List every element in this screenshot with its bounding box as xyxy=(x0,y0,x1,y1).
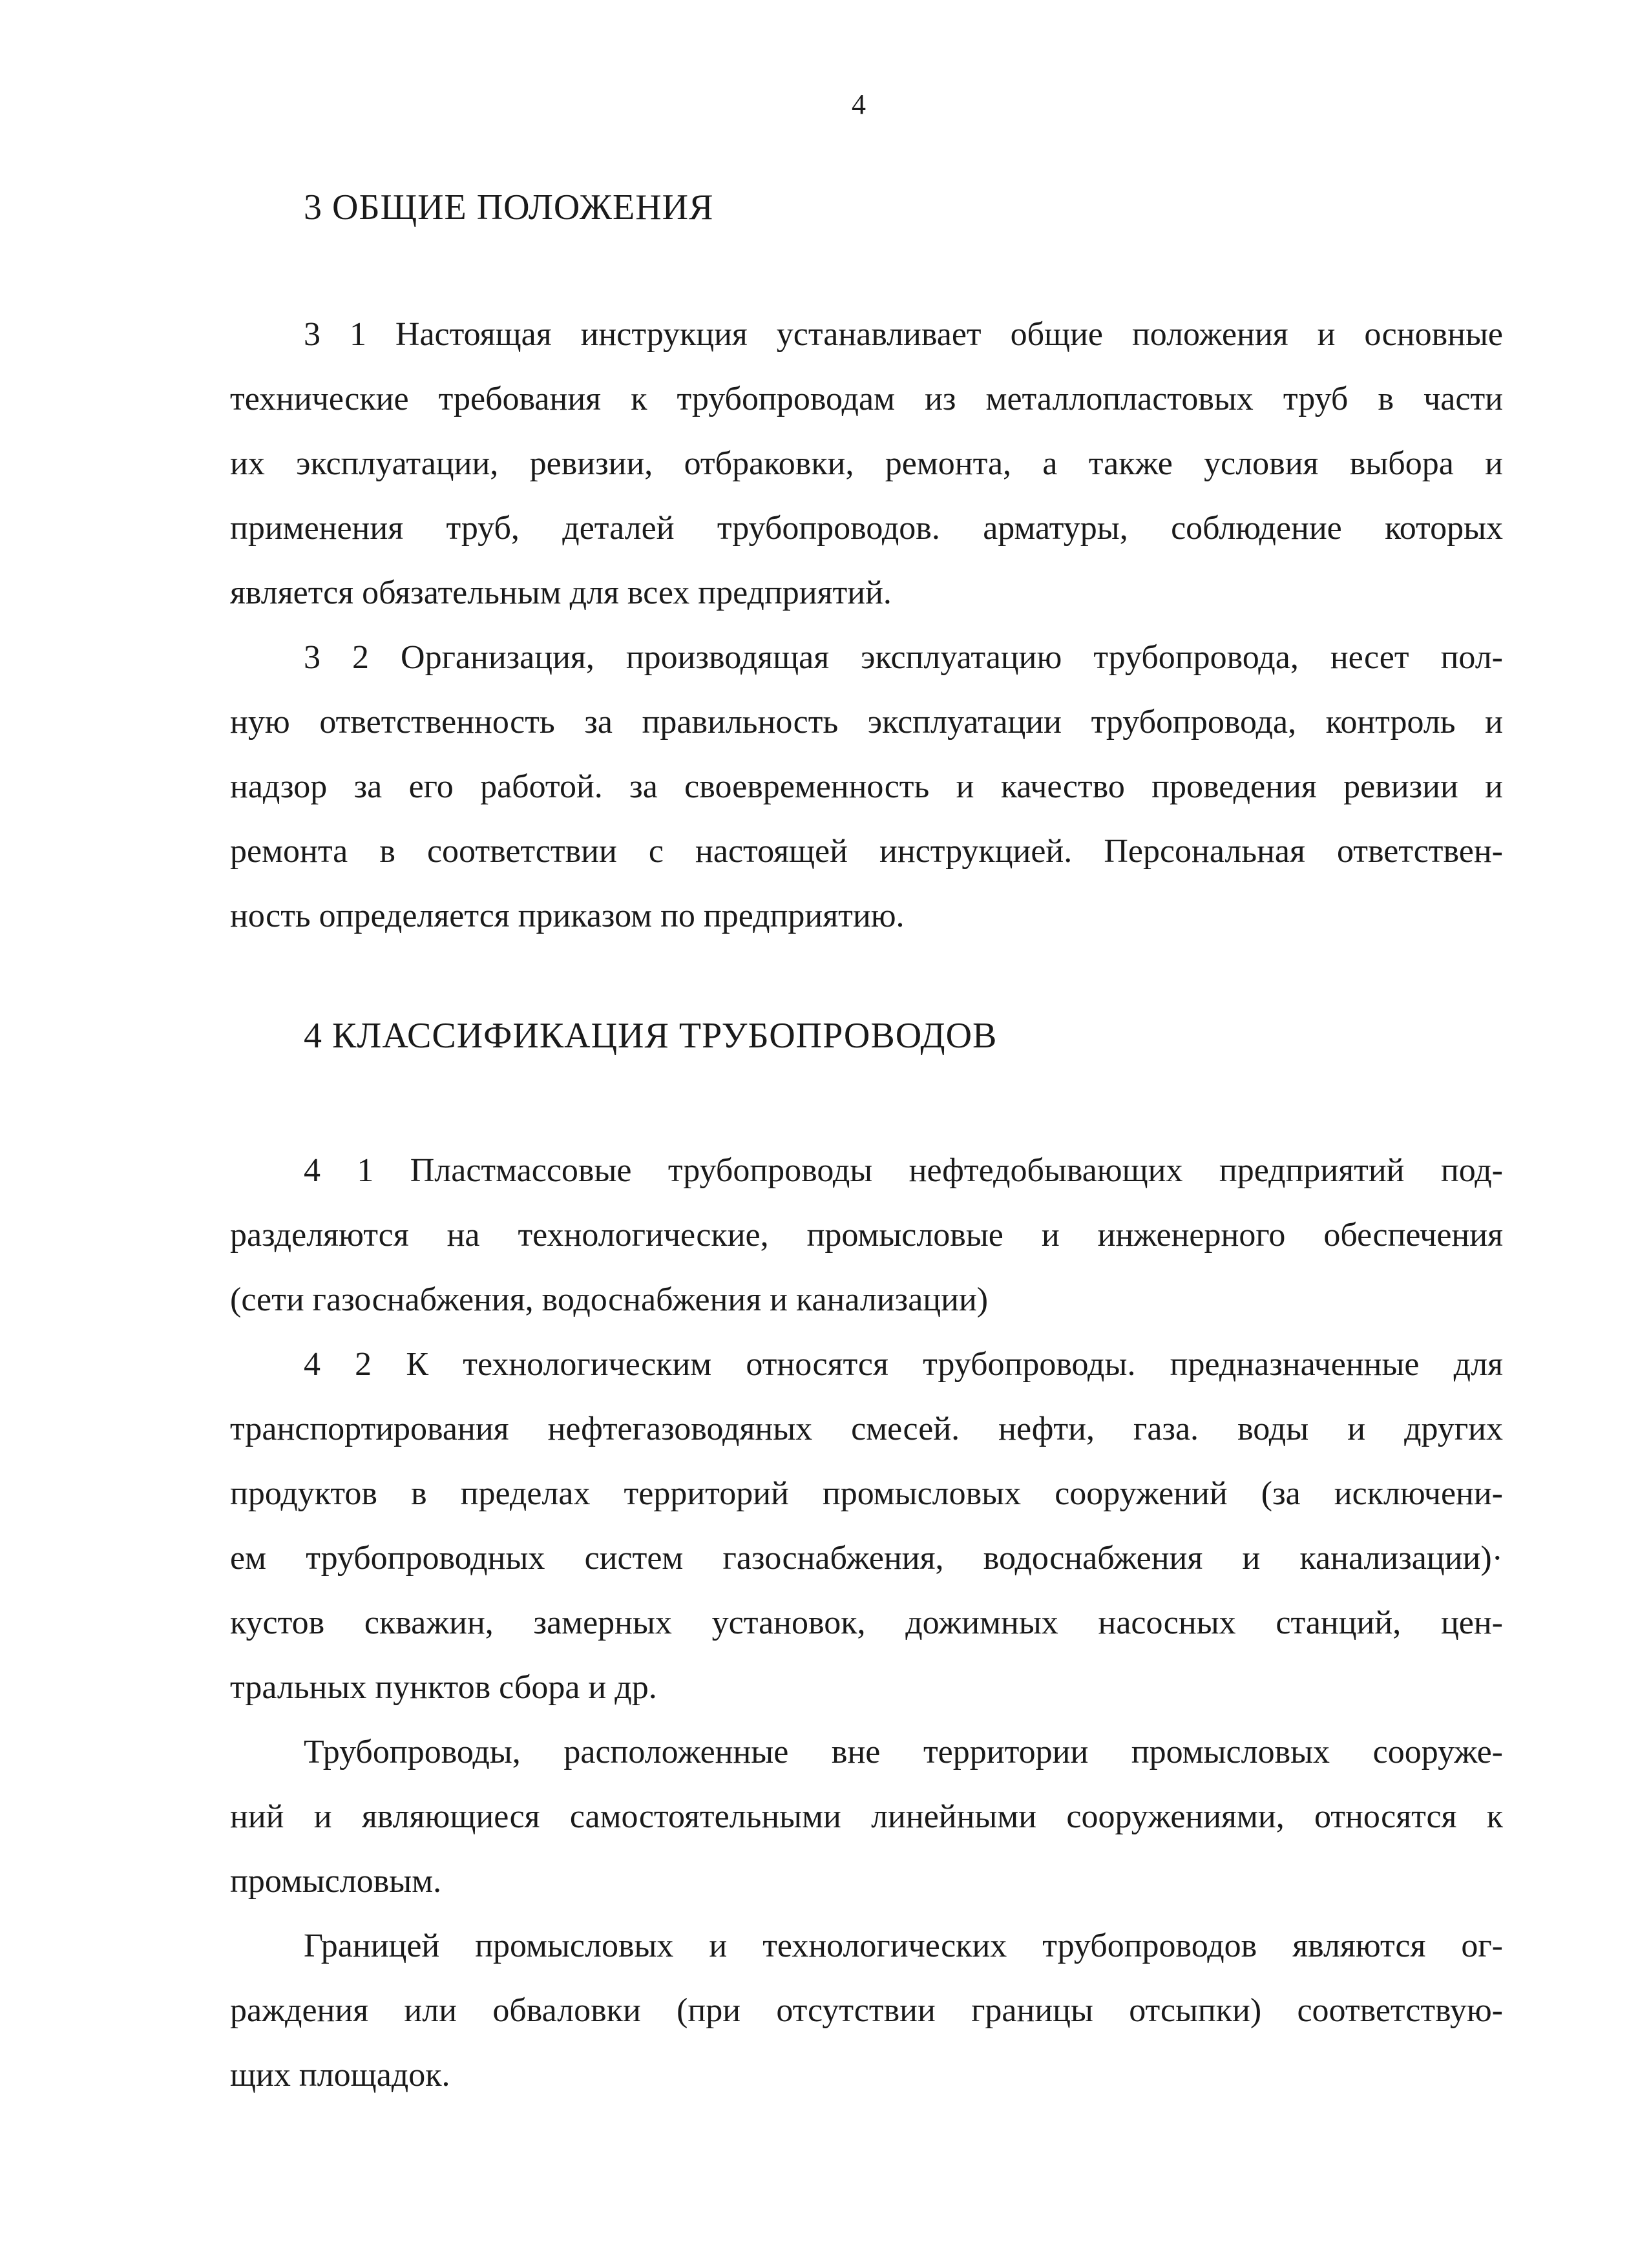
paragraph-4-1 xyxy=(230,1139,1503,1332)
section-4-heading: 4 КЛАССИФИКАЦИЯ ТРУБОПРОВОДОВ xyxy=(304,1016,998,1056)
section-4-body xyxy=(230,1139,1503,2108)
paragraph-4-2 xyxy=(230,1332,1503,1720)
text-line: Границей промысловых и технологических трубопроводов являются ог- xyxy=(304,1927,1503,1964)
text-line: 4 2 К технологическим относятся трубопроводы. предназначенные для xyxy=(304,1346,1503,1383)
paragraph-4-pipelines-outside xyxy=(230,1720,1503,1914)
text-line: 4 1 Пластмассовые трубопроводы нефтедобывающих предприятий под- xyxy=(304,1152,1503,1189)
text-line: Трубопроводы, расположенные вне территории промысловых сооруже- xyxy=(304,1734,1503,1770)
section-3-heading: 3 ОБЩИЕ ПОЛОЖЕНИЯ xyxy=(304,187,714,227)
text-line: раждения или обваловки (при отсутствии границы отсыпки) соответствую- xyxy=(230,1992,1503,2029)
text-line: их эксплуатации, ревизии, отбраковки, ремонта, а также условия выбора и xyxy=(230,445,1503,482)
text-line: 3 2 Организация, производящая эксплуатацию трубопровода, несет пол- xyxy=(304,639,1503,676)
paragraph-3-2 xyxy=(230,625,1503,949)
section-3-body xyxy=(230,302,1503,949)
text-line: (сети газоснабжения, водоснабжения и канализации) xyxy=(230,1281,989,1318)
text-line: транспортирования нефтегазоводяных смесей. нефти, газа. воды и других xyxy=(230,1411,1503,1447)
paragraph-4-boundary xyxy=(230,1914,1503,2108)
text-line: тральных пунктов сбора и др. xyxy=(230,1669,657,1706)
text-line: 3 1 Настоящая инструкция устанавливает общие положения и основные xyxy=(304,316,1503,353)
text-line: продуктов в пределах территорий промысловых сооружений (за исключени- xyxy=(230,1475,1503,1512)
paragraph-3-1 xyxy=(230,302,1503,625)
text-line: щих площадок. xyxy=(230,2057,450,2094)
text-line: ний и являющиеся самостоятельными линейными сооружениями, относятся к xyxy=(230,1798,1503,1835)
text-line: ремонта в соответствии с настоящей инструкцией. Персональная ответствен- xyxy=(230,833,1503,870)
text-line: надзор за его работой. за своевременность и качество проведения ревизии и xyxy=(230,768,1503,805)
text-line: промысловым. xyxy=(230,1863,442,1900)
text-line: применения труб, деталей трубопроводов. арматуры, соблюдение которых xyxy=(230,510,1503,547)
text-line: ем трубопроводных систем газоснабжения, водоснабжения и канализации)· xyxy=(230,1540,1503,1577)
text-line: технические требования к трубопроводам из металлопластовых труб в части xyxy=(230,381,1503,417)
text-line: ность определяется приказом по предприятию. xyxy=(230,898,905,934)
text-line: кустов скважин, замерных установок, дожимных насосных станций, цен- xyxy=(230,1604,1503,1641)
text-line: является обязательным для всех предприятий. xyxy=(230,574,892,611)
text-line: разделяются на технологические, промысловые и инженерного обеспечения xyxy=(230,1217,1503,1254)
page-number: 4 xyxy=(852,89,866,120)
text-line: ную ответственность за правильность эксплуатации трубопровода, контроль и xyxy=(230,704,1503,740)
